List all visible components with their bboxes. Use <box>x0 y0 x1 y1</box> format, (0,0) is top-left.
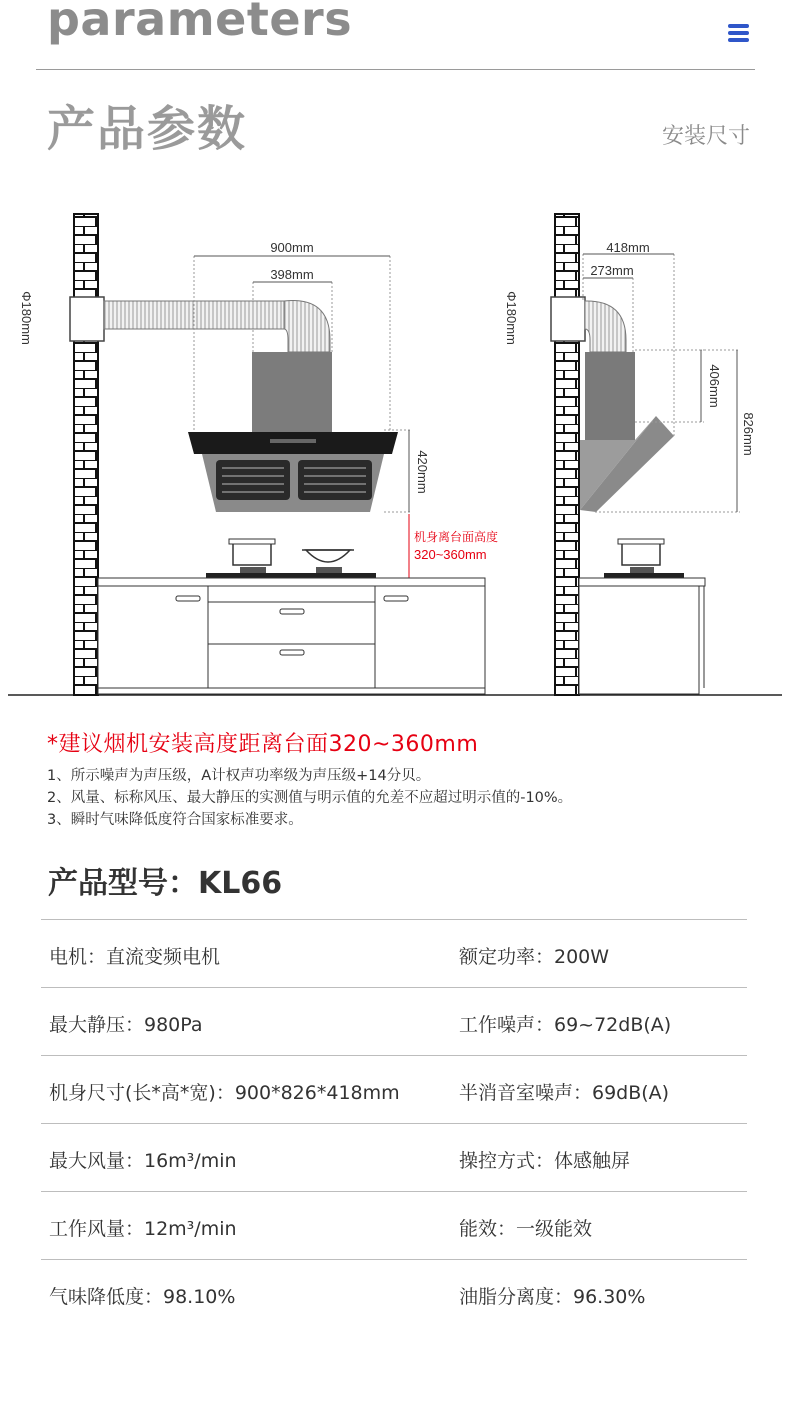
spec-cell: 工作风量：12m³/min <box>49 1218 237 1240</box>
front-offset-label: 398mm <box>270 267 314 282</box>
note-item: 3、瞬时气味降低度符合国家标准要求。 <box>47 812 303 828</box>
header-divider <box>36 69 755 70</box>
spec-cell: 操控方式：体感触屏 <box>459 1150 631 1172</box>
spec-row <box>41 1191 747 1259</box>
note-item: 1、所示噪声为声压级，A计权声功率级为声压级+14分贝。 <box>47 768 431 784</box>
spec-table <box>41 919 747 1327</box>
spec-row <box>41 919 747 987</box>
side-offset-label: 273mm <box>590 263 634 278</box>
front-height-label: 420mm <box>415 450 430 494</box>
side-duct-diameter-label: Φ180mm <box>504 291 519 345</box>
spec-row <box>41 1259 747 1327</box>
installation-diagram <box>0 190 790 700</box>
note-item: 2、风量、标称风压、最大静压的实测值与明示值的允差不应超过明示值的-10%。 <box>47 790 573 806</box>
side-depth-label: 418mm <box>606 240 650 255</box>
section-title: 产品参数 <box>47 101 248 157</box>
header-title: parameters <box>47 0 353 46</box>
installation-advice: *建议烟机安装高度距离台面320~360mm <box>47 732 479 757</box>
clearance-caption: 机身离台面高度 <box>414 530 499 544</box>
spec-cell: 电机：直流变频电机 <box>49 946 221 968</box>
notes-list <box>47 765 572 831</box>
spec-cell: 工作噪声：69~72dB(A) <box>459 1014 672 1036</box>
spec-cell: 能效：一级能效 <box>459 1218 593 1240</box>
side-total-height-label: 826mm <box>741 412 756 456</box>
spec-cell: 最大静压：980Pa <box>49 1014 203 1036</box>
clearance-range: 320~360mm <box>414 547 487 562</box>
front-width-label: 900mm <box>270 240 314 255</box>
spec-cell: 半消音室噪声：69dB(A) <box>459 1082 670 1104</box>
spec-cell: 最大风量：16m³/min <box>49 1150 237 1172</box>
spec-cell: 油脂分离度：96.30% <box>459 1286 646 1308</box>
spec-cell: 额定功率：200W <box>459 946 610 968</box>
spec-cell: 机身尺寸(长*高*宽)：900*826*418mm <box>49 1082 400 1104</box>
spec-row <box>41 987 747 1055</box>
front-duct-diameter-label: Φ180mm <box>19 291 34 345</box>
model-title: 产品型号：KL66 <box>48 866 283 901</box>
section-subtitle: 安装尺寸 <box>661 124 750 149</box>
spec-row <box>41 1123 747 1191</box>
side-upper-height-label: 406mm <box>707 364 722 408</box>
spec-row <box>41 1055 747 1123</box>
hamburger-menu-icon[interactable] <box>728 24 750 44</box>
spec-cell: 气味降低度：98.10% <box>49 1286 236 1308</box>
